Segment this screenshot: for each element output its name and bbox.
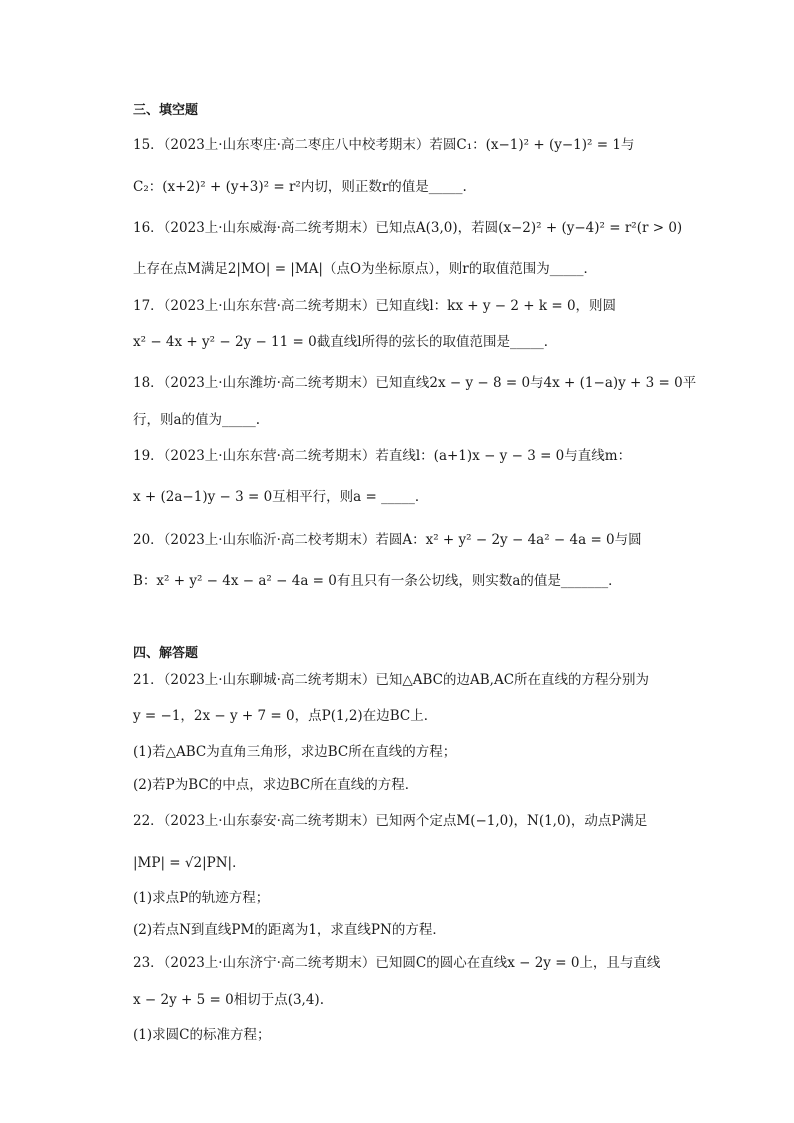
- question-17-line-1: 17．（2023上·山东东营·高二统考期末）已知直线l：kx + y − 2 + k = 0，则圆: [133, 298, 617, 314]
- question-20-line-2: B：x² + y² − 4x − a² − 4a = 0有且只有一条公切线，则实数a的值是_______．: [133, 573, 622, 589]
- question-15-line-1: 15．（2023上·山东枣庄·高二枣庄八中校考期末）若圆C₁：(x−1)² + (y−1)² = 1与: [133, 137, 635, 153]
- question-21-line-2: y = −1，2x − y + 7 = 0，点P(1,2)在边BC上．: [133, 708, 438, 724]
- question-19-line-2: x + (2a−1)y − 3 = 0互相平行，则a = _____．: [133, 489, 429, 505]
- question-20-line-1: 20．（2023上·山东临沂·高二校考期末）若圆A：x² + y² − 2y − 4a² − 4a = 0与圆: [133, 532, 642, 548]
- question-18-line-1: 18．（2023上·山东潍坊·高二统考期末）已知直线2x − y − 8 = 0与4x + (1−a)y + 3 = 0平: [133, 375, 697, 391]
- question-21-part-1: (1)若△ABC为直角三角形，求边BC所在直线的方程；: [133, 744, 457, 760]
- question-22-line-1: 22．（2023上·山东泰安·高二统考期末）已知两个定点M(−1,0)，N(1,0)，动点P满足: [133, 813, 648, 829]
- question-17-line-2: x² − 4x + y² − 2y − 11 = 0截直线l所得的弦长的取值范围是_____．: [133, 334, 558, 350]
- question-23-line-1: 23．（2023上·山东济宁·高二统考期末）已知圆C的圆心在直线x − 2y = 0上，且与直线: [133, 955, 661, 971]
- question-18-line-2: 行，则a的值为_____.: [133, 412, 261, 428]
- question-22-part-2: (2)若点N到直线PM的距离为1，求直线PN的方程．: [133, 922, 446, 938]
- section-heading-fill-blank: 三、填空题: [133, 103, 199, 118]
- question-21-part-2: (2)若P为BC的中点，求边BC所在直线的方程．: [133, 777, 419, 793]
- question-23-part-1: (1)求圆C的标准方程；: [133, 1027, 271, 1043]
- section-heading-answer: 四、解答题: [133, 646, 199, 661]
- question-22-line-2: |MP| = √2|PN|．: [133, 855, 246, 871]
- question-15-line-2: C₂：(x+2)² + (y+3)² = r²内切，则正数r的值是_____.: [133, 179, 467, 195]
- question-23-line-2: x − 2y + 5 = 0相切于点(3,4).: [133, 992, 324, 1008]
- question-19-line-1: 19．（2023上·山东东营·高二统考期末）若直线l：(a+1)x − y − 3 = 0与直线m：: [133, 448, 632, 464]
- question-16-line-2: 上存在点M满足2|MO| = |MA|（点O为坐标原点），则r的取值范围为_____．: [133, 261, 597, 277]
- question-22-part-1: (1)求点P的轨迹方程；: [133, 890, 270, 906]
- question-21-line-1: 21．（2023上·山东聊城·高二统考期末）已知△ABC的边AB,AC所在直线的方程分别为: [133, 672, 650, 688]
- question-16-line-1: 16．（2023上·山东威海·高二统考期末）已知点A(3,0)，若圆(x−2)² + (y−4)² = r²(r > 0): [133, 220, 683, 236]
